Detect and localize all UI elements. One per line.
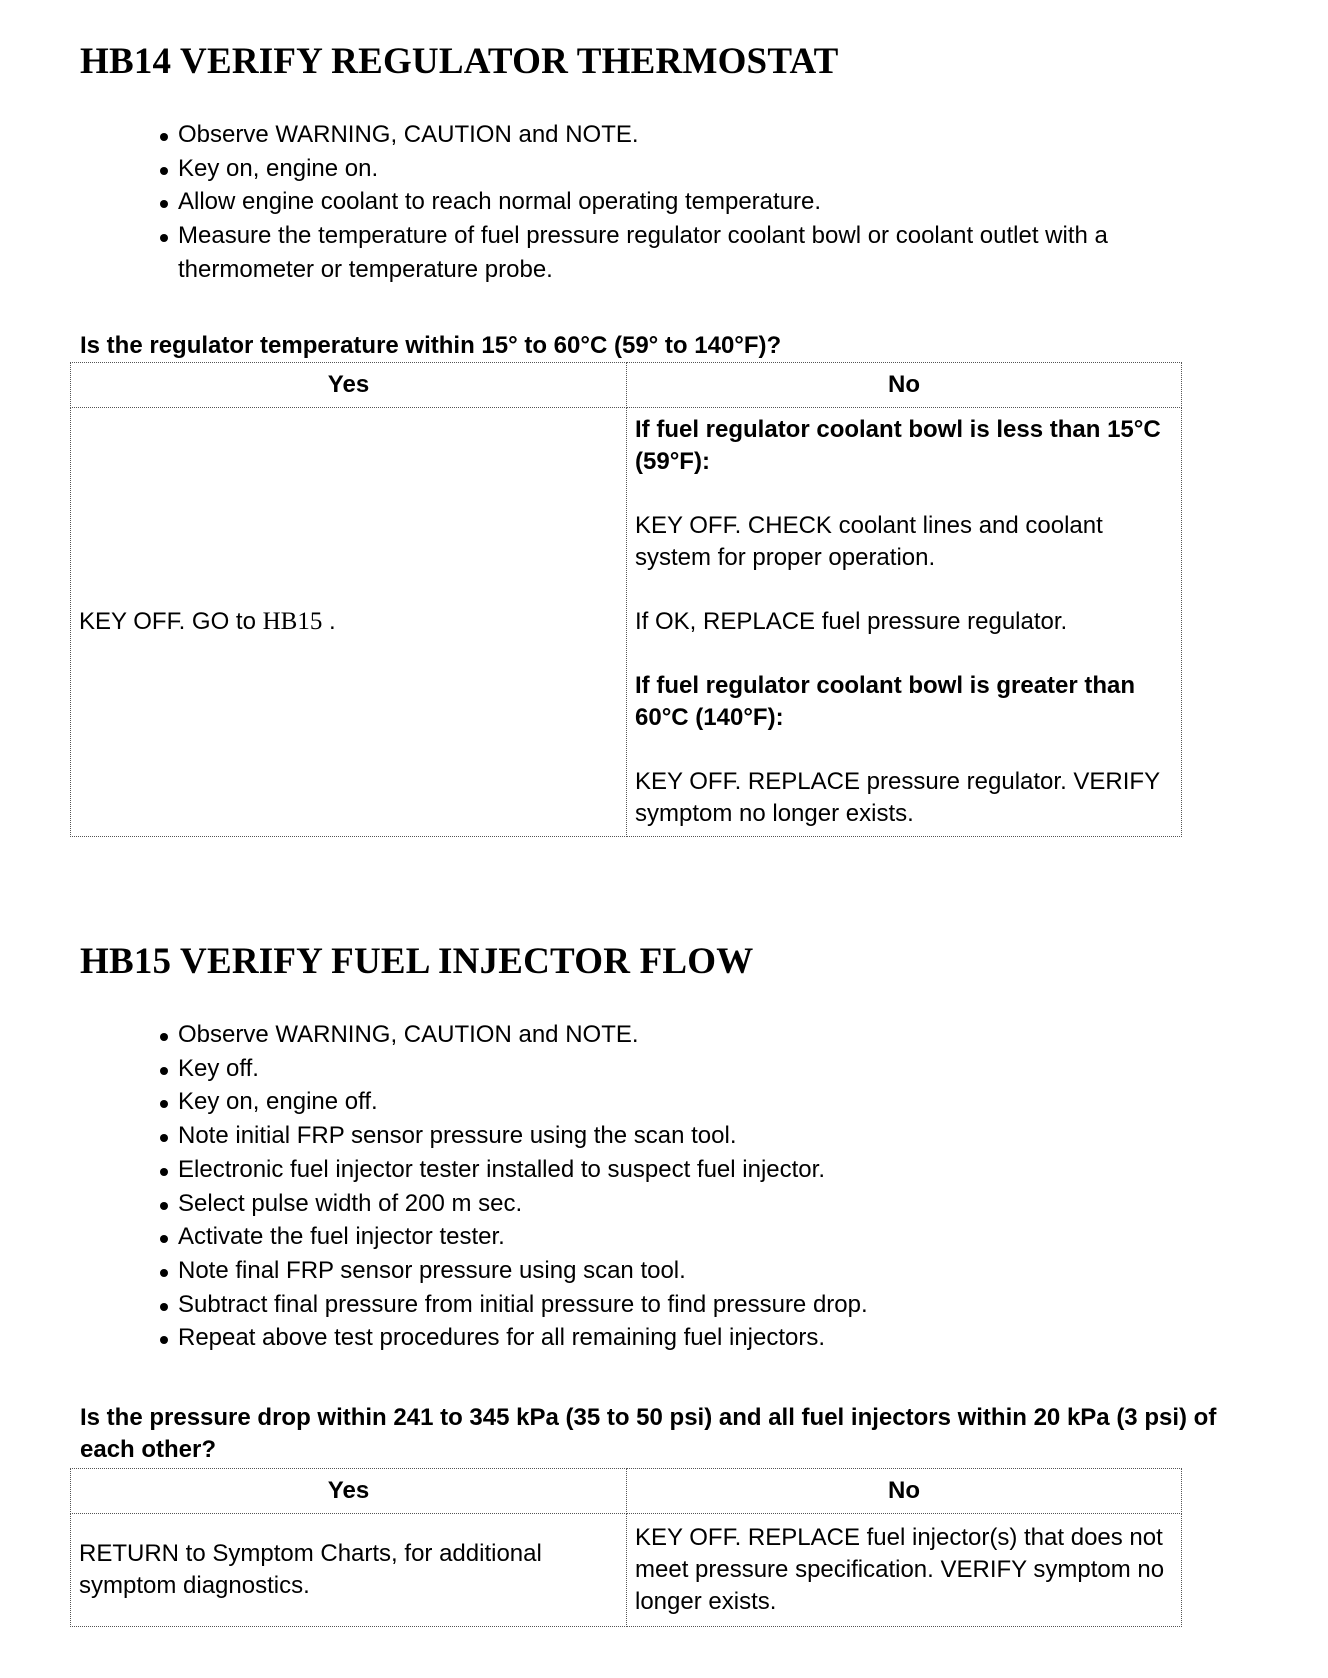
yes-header: Yes xyxy=(71,1469,627,1514)
no-condition-high: If fuel regulator coolant bowl is greater than 60°C (140°F): xyxy=(635,672,1136,731)
table-row xyxy=(71,408,1182,837)
no-header: No xyxy=(627,363,1182,408)
no-action-replace-regulator: If OK, REPLACE fuel pressure regulator. xyxy=(635,608,1068,635)
list-item: Electronic fuel injector tester installed to suspect fuel injector. xyxy=(158,1153,1258,1187)
list-item: Subtract final pressure from initial pressure to find pressure drop. xyxy=(158,1288,1258,1322)
list-item: Key off. xyxy=(158,1052,1258,1086)
yes-header: Yes xyxy=(71,363,627,408)
hb14-decision-table xyxy=(70,362,1182,837)
list-item: Observe WARNING, CAUTION and NOTE. xyxy=(158,118,1258,152)
list-item: Note initial FRP sensor pressure using the scan tool. xyxy=(158,1119,1258,1153)
list-item: Repeat above test procedures for all remaining fuel injectors. xyxy=(158,1321,1258,1355)
no-cell xyxy=(627,408,1182,837)
table-header-row xyxy=(71,363,1182,408)
yes-suffix: . xyxy=(329,608,336,635)
yes-text: KEY OFF. GO to xyxy=(79,608,256,635)
no-cell: KEY OFF. REPLACE fuel injector(s) that does not meet pressure specification. VERIFY symptom no longer exists. xyxy=(627,1514,1182,1627)
hb15-question: Is the pressure drop within 241 to 345 kPa (35 to 50 psi) and all fuel injectors within 20 kPa (3 psi) of each other? xyxy=(80,1404,1217,1463)
hb15-reference: HB15 xyxy=(262,608,323,635)
list-item: Allow engine coolant to reach normal operating temperature. xyxy=(158,185,1258,219)
list-item: Key on, engine on. xyxy=(158,152,1258,186)
table-row xyxy=(71,1514,1182,1627)
no-header: No xyxy=(627,1469,1182,1514)
hb15-decision-table xyxy=(70,1468,1182,1627)
list-item: Observe WARNING, CAUTION and NOTE. xyxy=(158,1018,1258,1052)
no-action-check: KEY OFF. CHECK coolant lines and coolant system for proper operation. xyxy=(635,512,1103,571)
hb15-steps xyxy=(158,1018,1258,1355)
list-item: Note final FRP sensor pressure using scan tool. xyxy=(158,1254,1258,1288)
list-item: Activate the fuel injector tester. xyxy=(158,1220,1258,1254)
hb14-title: HB14 VERIFY REGULATOR THERMOSTAT xyxy=(80,41,839,82)
no-action-replace-verify: KEY OFF. REPLACE pressure regulator. VERIFY symptom no longer exists. xyxy=(635,768,1160,827)
list-item xyxy=(158,219,1258,286)
table-header-row xyxy=(71,1469,1182,1514)
list-item: Key on, engine off. xyxy=(158,1085,1258,1119)
hb14-steps xyxy=(158,118,1258,287)
yes-cell xyxy=(71,408,627,837)
yes-cell: RETURN to Symptom Charts, for additional symptom diagnostics. xyxy=(71,1514,627,1627)
hb15-title: HB15 VERIFY FUEL INJECTOR FLOW xyxy=(80,941,754,982)
hb14-question: Is the regulator temperature within 15° to 60°C (59° to 140°F)? xyxy=(80,332,782,359)
no-condition-low: If fuel regulator coolant bowl is less than 15°C (59°F): xyxy=(635,416,1161,475)
list-item: Select pulse width of 200 m sec. xyxy=(158,1187,1258,1221)
list-item-text: Measure the temperature of fuel pressure regulator coolant bowl or coolant outlet with a thermometer or temperature probe. xyxy=(178,222,1108,283)
